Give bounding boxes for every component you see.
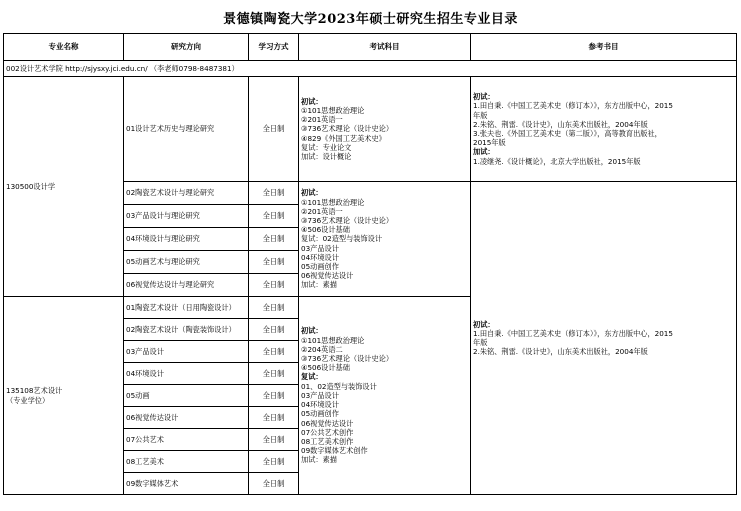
direction-cell: 05动画 — [124, 385, 249, 407]
major-name: 135108艺术设计 （专业学位） — [4, 297, 124, 495]
direction-cell: 01设计艺术历史与理论研究 — [124, 77, 249, 182]
direction-cell: 06视觉传达设计 — [124, 407, 249, 429]
header-row — [4, 34, 737, 61]
mode-cell: 全日制 — [249, 473, 299, 495]
direction-cell: 04环境设计与理论研究 — [124, 228, 249, 251]
mode-cell: 全日制 — [249, 77, 299, 182]
direction-cell: 04环境设计 — [124, 363, 249, 385]
mode-cell: 全日制 — [249, 451, 299, 473]
header-mode: 学习方式 — [249, 34, 299, 61]
mode-cell: 全日制 — [249, 205, 299, 228]
table-row — [4, 77, 737, 182]
direction-cell: 06视觉传达设计与理论研究 — [124, 274, 249, 297]
direction-cell: 01陶瓷艺术设计（日用陶瓷设计） — [124, 297, 249, 319]
direction-cell: 03产品设计与理论研究 — [124, 205, 249, 228]
mode-cell: 全日制 — [249, 385, 299, 407]
mode-cell: 全日制 — [249, 182, 299, 205]
mode-cell: 全日制 — [249, 228, 299, 251]
mode-cell: 全日制 — [249, 429, 299, 451]
direction-cell: 09数字媒体艺术 — [124, 473, 249, 495]
exam-subjects: 初试： ①101思想政治理论 ②201英语一 ③736艺术理论（设计史论） ④829《外国工艺美术史》 复试：专业论文 加试：设计概论 — [299, 77, 471, 182]
direction-cell: 08工艺美术 — [124, 451, 249, 473]
mode-cell: 全日制 — [249, 297, 299, 319]
mode-cell: 全日制 — [249, 251, 299, 274]
header-exam: 考试科目 — [299, 34, 471, 61]
direction-cell: 02陶瓷艺术设计与理论研究 — [124, 182, 249, 205]
exam-subjects: 初试： ①101思想政治理论 ②204英语二 ③736艺术理论（设计史论） ④506设计基础 复试： 01、02造型与装饰设计 03产品设计 04环境设计 05动画创作 06视觉传达设计 07公共艺术创作 08工艺美术创作 09数字媒体艺术创作 加试：素描 — [299, 297, 471, 495]
header-books: 参考书目 — [471, 34, 737, 61]
mode-cell: 全日制 — [249, 319, 299, 341]
header-direction: 研究方向 — [124, 34, 249, 61]
direction-cell: 05动画艺术与理论研究 — [124, 251, 249, 274]
department-row — [4, 61, 737, 77]
department-info: 002设计艺术学院 http://sjysxy.jci.edu.cn/ （李老师0798-8487381） — [4, 61, 737, 77]
reference-books: 初试： 1.田自秉.《中国工艺美术史（修订本）》，东方出版中心，2015 年版 2.朱铭、荆雷.《设计史》，山东美术出版社，2004年版 — [471, 182, 737, 495]
reference-books: 初试： 1.田自秉.《中国工艺美术史（修订本）》，东方出版中心，2015 年版 2.朱铭、荆雷.《设计史》，山东美术出版社，2004年版 3.张夫也.《外国工艺美术史（第二版）》，高等教育出版社， 2015年版 加试： 1.凌继尧.《设计概论》，北京大学出版社，2015年版 — [471, 77, 737, 182]
page-title: 景德镇陶瓷大学2023年硕士研究生招生专业目录 — [223, 12, 518, 27]
direction-cell: 07公共艺术 — [124, 429, 249, 451]
mode-cell: 全日制 — [249, 363, 299, 385]
major-name: 130500设计学 — [4, 77, 124, 297]
mode-cell: 全日制 — [249, 341, 299, 363]
header-major: 专业名称 — [4, 34, 124, 61]
mode-cell: 全日制 — [249, 407, 299, 429]
catalog-table — [3, 33, 737, 495]
direction-cell: 03产品设计 — [124, 341, 249, 363]
exam-subjects: 初试： ①101思想政治理论 ②201英语一 ③736艺术理论（设计史论） ④506设计基础 复试：02造型与装饰设计 03产品设计 04环境设计 05动画创作 06视觉传达设计 加试：素描 — [299, 182, 471, 297]
mode-cell: 全日制 — [249, 274, 299, 297]
direction-cell: 02陶瓷艺术设计（陶瓷装饰设计） — [124, 319, 249, 341]
